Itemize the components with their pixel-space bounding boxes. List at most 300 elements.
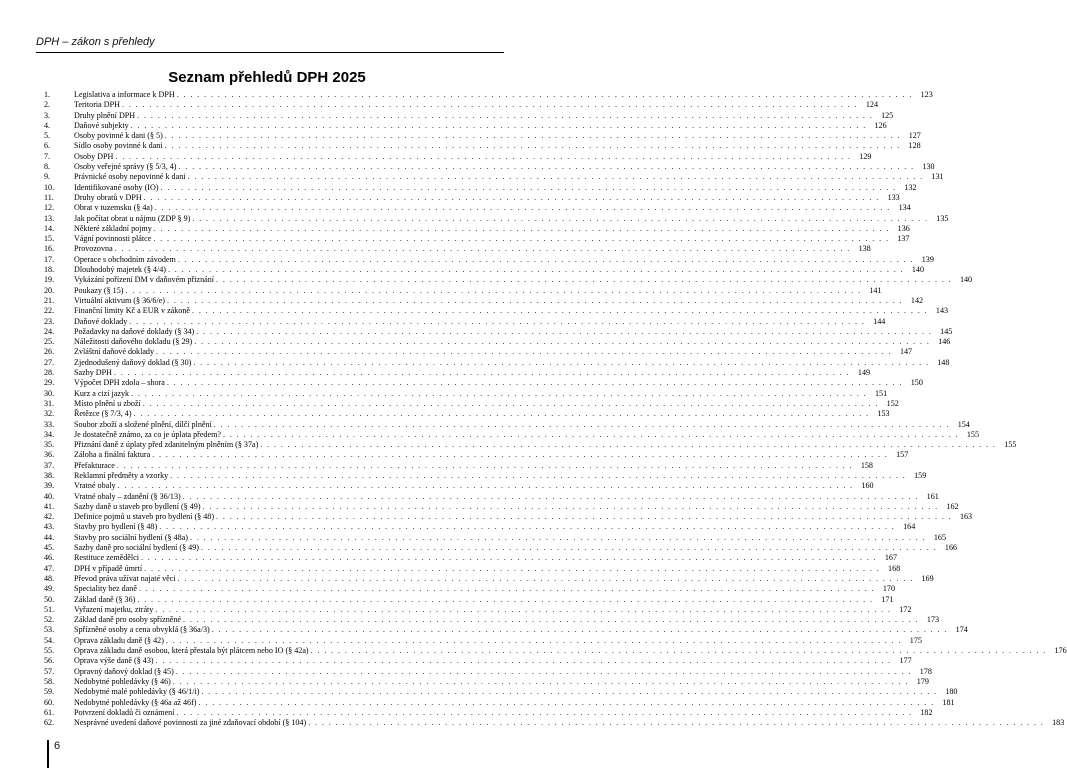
toc-entry-title: Legislativa a informace k DPH <box>74 90 175 99</box>
dot-leader <box>216 512 952 522</box>
dot-leader <box>115 152 851 162</box>
toc-entry <box>44 440 1017 450</box>
toc-entry-title: Převod práva užívat najaté věci <box>74 573 176 583</box>
toc-entry-number: 12. <box>44 203 55 213</box>
toc-entry-number: 43. <box>44 522 55 532</box>
dot-leader <box>223 430 959 440</box>
toc-entry <box>44 162 935 172</box>
toc-entry-number: 48. <box>44 573 55 583</box>
toc-entry-title: Stavby pro bydlení (§ 48) <box>74 522 158 532</box>
toc-entry <box>44 594 894 605</box>
toc-entry-number: 52. <box>44 615 55 625</box>
toc-entry <box>44 90 933 100</box>
footer-rule <box>47 740 49 768</box>
toc-entry-number: 8. <box>44 162 51 172</box>
toc-entry-title: Je dostatečně známo, za co je úplata předem? <box>74 429 221 439</box>
toc-entry-title: Řetězce (§ 7/3, 4) <box>74 409 132 419</box>
toc-entry-number: 10. <box>44 182 55 192</box>
toc-entry-title: Požadavky na daňové doklady (§ 34) <box>74 326 195 336</box>
toc-entry-page: 175 <box>909 635 922 645</box>
toc-entry-page: 150 <box>910 378 923 388</box>
dot-leader <box>141 553 877 563</box>
dot-leader <box>131 121 867 131</box>
dot-leader <box>125 286 861 296</box>
toc-entry-title: Sazby DPH <box>74 368 112 378</box>
toc-entry <box>44 347 913 357</box>
dot-leader <box>192 306 928 316</box>
dot-leader <box>203 502 939 512</box>
toc-entry-number: 46. <box>44 553 55 563</box>
toc-entry-page: 165 <box>933 532 947 542</box>
toc-entry-number: 6. <box>44 141 51 151</box>
toc-entry-title: Virtuální aktivum (§ 36/6/e) <box>74 295 165 305</box>
toc-entry-title: Restituce zemědělci <box>74 553 139 563</box>
toc-entry-page: 163 <box>959 512 973 522</box>
toc-entry-title: Místo plnění u zboží <box>74 398 141 408</box>
dot-leader <box>216 275 952 285</box>
toc-entry <box>44 563 901 574</box>
toc-entry-page: 160 <box>861 481 874 491</box>
toc-entry-number: 1. <box>44 90 51 99</box>
toc-entry <box>44 120 887 131</box>
toc-entry-number: 29. <box>44 378 55 388</box>
toc-entry-page: 143 <box>935 306 949 316</box>
toc-entry <box>44 718 1065 728</box>
toc-entry-title: Přefakturace <box>74 460 115 470</box>
toc-entry-number: 11. <box>44 192 54 202</box>
toc-entry-number: 44. <box>44 532 55 542</box>
toc-entry <box>44 337 951 347</box>
toc-entry-title: Vágní povinnosti plátce <box>74 234 152 244</box>
toc-entry-title: Přiznání daně z úplaty před zdanitelným plněním (§ 37a) <box>74 440 259 450</box>
toc-entry-page: 158 <box>860 460 873 470</box>
dot-leader <box>201 543 937 553</box>
toc-entry-page: 162 <box>946 501 959 511</box>
toc-entry-page: 173 <box>926 615 940 625</box>
toc-entry-page: 129 <box>859 151 872 161</box>
toc-entry-page: 155 <box>966 429 980 439</box>
toc-entry-number: 59. <box>44 687 55 697</box>
dot-leader <box>115 244 851 254</box>
toc-entry-page: 155 <box>1004 440 1017 450</box>
toc-entry-page: 145 <box>940 326 953 336</box>
dot-leader <box>183 492 919 502</box>
dot-leader <box>131 389 867 399</box>
toc-entry-number: 2. <box>44 100 51 110</box>
toc-entry <box>44 388 888 399</box>
dot-leader <box>144 193 880 203</box>
toc-entry-page: 144 <box>873 316 886 326</box>
toc-entry-number: 61. <box>44 707 55 717</box>
toc-entry <box>44 172 944 182</box>
dot-leader <box>165 131 901 141</box>
toc-entry-page: 183 <box>1052 718 1065 728</box>
toc-entry-page: 135 <box>936 213 949 223</box>
toc-entry-title: Náležitosti daňového dokladu (§ 29) <box>74 337 193 347</box>
toc-entry-number: 17. <box>44 254 55 264</box>
toc-entry <box>44 357 950 368</box>
toc-entry-number: 14. <box>44 223 55 233</box>
toc-entry-number: 41. <box>44 501 55 511</box>
toc-entry-title: Sídlo osoby povinné k dani <box>74 141 163 151</box>
toc-entry <box>44 110 894 121</box>
toc-entry <box>44 450 909 460</box>
toc-entry-page: 170 <box>882 584 895 594</box>
dot-leader <box>129 317 865 327</box>
toc-entry-page: 180 <box>945 687 958 697</box>
dot-leader <box>212 625 948 635</box>
toc-entry-number: 9. <box>44 172 51 182</box>
toc-entry <box>44 635 922 646</box>
toc-entry-number: 31. <box>44 398 55 408</box>
toc-entry-title: Definice pojmů u staveb pro bydlení (§ 48) <box>74 512 215 522</box>
toc-entry <box>44 131 921 141</box>
toc-entry-title: Nedobytné malé pohledávky (§ 46/1/i) <box>74 687 200 697</box>
dot-leader <box>137 595 873 605</box>
dot-leader <box>143 399 879 409</box>
toc-entry <box>44 460 873 471</box>
toc-entry <box>44 141 921 151</box>
toc-entry-title: Oprava základu daně (§ 42) <box>74 635 164 645</box>
toc-entry-number: 3. <box>44 110 51 120</box>
dot-leader <box>192 214 928 224</box>
toc-entry-page: 176 <box>1054 646 1067 656</box>
toc-entry-number: 32. <box>44 409 55 419</box>
toc-entry-number: 47. <box>44 563 55 573</box>
dot-leader <box>183 615 919 625</box>
dot-leader <box>173 677 909 687</box>
toc-entry <box>44 429 980 440</box>
toc-entry-title: Soubor zboží a složené plnění, dílčí plnění <box>74 419 212 429</box>
toc-entry-number: 26. <box>44 347 55 357</box>
toc-entry-number: 7. <box>44 151 51 161</box>
dot-leader <box>188 172 924 182</box>
toc-entry-number: 22. <box>44 306 55 316</box>
toc-entry-page: 130 <box>922 162 935 172</box>
toc-entry <box>44 265 924 275</box>
toc-entry <box>44 244 871 254</box>
toc-entry <box>44 573 934 584</box>
toc-entry-number: 53. <box>44 625 55 635</box>
toc-entry-page: 178 <box>919 666 932 676</box>
toc-entry-number: 45. <box>44 543 55 553</box>
toc-entry-page: 151 <box>874 388 888 398</box>
dot-leader <box>117 461 853 471</box>
dot-leader <box>170 471 906 481</box>
toc-entry <box>44 306 949 316</box>
dot-leader <box>156 347 892 357</box>
dot-leader <box>118 481 854 491</box>
toc-entry-page: 149 <box>857 368 871 378</box>
dot-leader <box>114 368 850 378</box>
toc-entry-title: Oprava výše daně (§ 43) <box>74 656 154 666</box>
toc-entry-number: 21. <box>44 295 55 305</box>
dot-leader <box>311 646 1047 656</box>
toc-entry-number: 23. <box>44 316 55 326</box>
toc-entry-title: Základ daně (§ 36) <box>74 594 136 604</box>
toc-entry-number: 27. <box>44 357 55 367</box>
toc-entry-number: 38. <box>44 470 55 480</box>
toc-entry-number: 58. <box>44 676 55 686</box>
toc-entry-title: Vratné obaly <box>74 481 116 491</box>
dot-leader <box>214 420 950 430</box>
toc-entry-title: Osoby DPH <box>74 151 114 161</box>
dot-leader <box>178 255 914 265</box>
toc-entry-page: 126 <box>874 120 887 130</box>
toc-entry-number: 42. <box>44 512 55 522</box>
toc-entry <box>44 615 940 625</box>
toc-entry-title: Osoby povinné k dani (§ 5) <box>74 131 163 141</box>
toc-entry-page: 157 <box>896 450 909 460</box>
toc-entry-title: Základ daně pro osoby spřízněné <box>74 615 181 625</box>
toc-entry <box>44 368 871 378</box>
toc-entry-number: 51. <box>44 604 55 614</box>
toc-entry-title: Kurz a cizí jazyk <box>74 388 130 398</box>
toc-entry <box>44 213 949 224</box>
dot-leader <box>168 265 904 275</box>
header-rule <box>36 52 504 53</box>
toc-entry-title: Nedobytné pohledávky (§ 46a až 46f) <box>74 697 197 707</box>
toc-entry <box>44 584 895 594</box>
toc-entry <box>44 676 929 687</box>
page-number: 6 <box>54 740 61 752</box>
toc-entry-title: Druhy plnění DPH <box>74 110 136 120</box>
toc-entry-title: Teritoria DPH <box>74 100 120 110</box>
toc-entry <box>44 656 912 666</box>
toc-entry-title: Některé základní pojmy <box>74 223 152 233</box>
toc-entry <box>44 295 924 306</box>
dot-leader <box>134 409 870 419</box>
toc-entry <box>44 254 934 265</box>
toc-entry-number: 36. <box>44 450 55 460</box>
toc-entry <box>44 398 899 409</box>
toc-entry <box>44 646 1067 656</box>
toc-entry <box>44 275 973 285</box>
running-header: DPH – zákon s přehledy <box>36 36 155 48</box>
toc-entry-page: 159 <box>914 470 927 480</box>
toc-entry-title: Spřízněné osoby a cena obvyklá (§ 36a/3) <box>74 625 210 635</box>
dot-leader <box>201 687 937 697</box>
toc-entry-title: Operace s obchodním závodem <box>74 254 176 264</box>
dot-leader <box>167 296 903 306</box>
toc-entry-page: 182 <box>920 707 933 717</box>
toc-entry <box>44 378 923 388</box>
toc-entry-title: Poukazy (§ 15) <box>74 285 124 295</box>
toc-entry-number: 35. <box>44 440 55 450</box>
toc-entry <box>44 543 958 553</box>
toc-entry <box>44 409 890 419</box>
toc-entry <box>44 522 916 532</box>
toc-entry-page: 139 <box>921 254 934 264</box>
dot-leader <box>260 440 996 450</box>
toc-entry <box>44 532 947 543</box>
toc-entry-page: 137 <box>897 234 910 244</box>
toc-entry-page: 146 <box>938 337 951 347</box>
toc-entry-number: 20. <box>44 285 55 295</box>
toc-entry-page: 124 <box>865 100 879 110</box>
toc-entry-number: 15. <box>44 234 55 244</box>
toc-entry-number: 55. <box>44 646 55 656</box>
toc-entry-page: 142 <box>910 295 924 305</box>
toc-entry-number: 4. <box>44 120 51 130</box>
toc-entry-title: Zvláštní daňové doklady <box>74 347 155 357</box>
toc-entry-page: 140 <box>911 265 924 275</box>
dot-leader <box>178 574 914 584</box>
toc-entry-number: 40. <box>44 491 55 501</box>
toc-entry-title: Vyřazení majetku, ztráty <box>74 604 154 614</box>
dot-leader <box>179 162 915 172</box>
dot-leader <box>153 234 889 244</box>
toc-entry-page: 172 <box>899 604 912 614</box>
toc-entry-title: Jak počítat obrat u nájmu (ZDP § 9) <box>74 213 191 223</box>
toc-entry <box>44 223 910 234</box>
toc-entry <box>44 326 953 337</box>
toc-entry-number: 50. <box>44 594 55 604</box>
dot-leader <box>144 564 880 574</box>
toc-entry <box>44 470 927 481</box>
dot-leader <box>193 358 929 368</box>
dot-leader <box>159 522 895 532</box>
toc-entry-title: Výpočet DPH zdola – shora <box>74 378 165 388</box>
dot-leader <box>161 183 897 193</box>
toc-entry <box>44 697 955 708</box>
toc-entry-number: 56. <box>44 656 55 666</box>
toc-entry-number: 60. <box>44 697 55 707</box>
toc-entry-page: 153 <box>877 409 890 419</box>
toc-list <box>44 90 1067 728</box>
toc-entry-page: 133 <box>887 192 900 202</box>
toc-entry <box>44 182 917 193</box>
dot-leader <box>139 584 875 594</box>
toc-entry-page: 134 <box>898 203 911 213</box>
toc-entry <box>44 491 939 502</box>
toc-entry-title: Dlouhodobý majetek (§ 4/4) <box>74 265 166 275</box>
toc-entry-page: 132 <box>904 182 917 192</box>
toc-entry-page: 125 <box>881 110 894 120</box>
dot-leader <box>177 90 913 100</box>
dot-leader <box>176 667 912 677</box>
toc-entry-number: 39. <box>44 481 55 491</box>
toc-entry <box>44 553 897 563</box>
dot-leader <box>155 203 891 213</box>
toc-entry-title: Finanční limity Kč a EUR v zákoně <box>74 306 190 316</box>
toc-entry <box>44 316 886 327</box>
toc-entry-page: 152 <box>886 398 899 408</box>
dot-leader <box>156 656 892 666</box>
toc-entry <box>44 625 968 635</box>
toc-entry <box>44 687 958 697</box>
toc-entry <box>44 203 911 213</box>
toc-entry-title: Identifikované osoby (IO) <box>74 182 159 192</box>
toc-entry-page: 181 <box>942 697 955 707</box>
dot-leader <box>155 605 891 615</box>
toc-entry-page: 147 <box>899 347 913 357</box>
toc-entry-title: Záloha a finální faktura <box>74 450 151 460</box>
toc-entry-number: 54. <box>44 635 55 645</box>
toc-entry-page: 140 <box>959 275 973 285</box>
toc-entry <box>44 234 910 244</box>
toc-entry-number: 37. <box>44 460 55 470</box>
toc-entry-page: 131 <box>931 172 944 182</box>
toc-entry-page: 169 <box>921 573 934 583</box>
toc-entry-title: Osoby veřejné správy (§ 5/3, 4) <box>74 162 177 172</box>
page-title: Seznam přehledů DPH 2025 <box>168 69 366 86</box>
toc-entry-title: Právnické osoby nepovinné k dani <box>74 172 186 182</box>
dot-leader <box>165 141 901 151</box>
dot-leader <box>152 450 888 460</box>
toc-entry-number: 25. <box>44 337 55 347</box>
toc-entry-title: DPH v případě úmrtí <box>74 563 143 573</box>
toc-entry <box>44 707 933 718</box>
toc-entry <box>44 285 882 296</box>
toc-entry-page: 167 <box>884 553 897 563</box>
toc-entry-title: Oprava základu daně osobou, která přestala být plátcem nebo IO (§ 42a) <box>74 646 309 656</box>
toc-entry-page: 171 <box>881 594 894 604</box>
toc-entry-number: 19. <box>44 275 55 285</box>
toc-entry-title: Druhy obratů v DPH <box>74 192 142 202</box>
dot-leader <box>308 718 1044 728</box>
toc-entry-title: Vykázání pořízení DM v daňovém přiznání <box>74 275 215 285</box>
toc-entry <box>44 100 879 110</box>
toc-entry-number: 62. <box>44 718 55 728</box>
toc-entry-title: Sazby daně u staveb pro bydlení (§ 49) <box>74 501 201 511</box>
dot-leader <box>199 698 935 708</box>
toc-entry-title: Sazby daně pro sociální bydlení (§ 49) <box>74 543 199 553</box>
toc-entry-page: 138 <box>858 244 871 254</box>
toc-entry-number: 5. <box>44 131 51 141</box>
toc-entry-page: 154 <box>957 419 970 429</box>
dot-leader <box>176 708 912 718</box>
toc-entry <box>44 604 912 615</box>
toc-entry-title: Nesprávné uvedení daňové povinnosti za jiné zdaňovací období (§ 104) <box>74 718 307 728</box>
toc-entry-number: 18. <box>44 265 55 275</box>
toc-entry-page: 141 <box>869 285 882 295</box>
toc-entry-title: Obrat v tuzemsku (§ 4a) <box>74 203 153 213</box>
toc-entry-number: 16. <box>44 244 55 254</box>
toc-entry-number: 28. <box>44 368 55 378</box>
toc-entry-title: Potvrzení dokladů či oznámení <box>74 707 175 717</box>
toc-entry-page: 177 <box>899 656 912 666</box>
toc-entry-page: 174 <box>955 625 968 635</box>
toc-entry <box>44 481 874 491</box>
toc-entry-title: Stavby pro sociální bydlení (§ 48a) <box>74 532 188 542</box>
toc-entry-page: 127 <box>908 131 921 141</box>
toc-entry <box>44 512 973 522</box>
toc-entry-title: Vratné obaly – zdanění (§ 36/13) <box>74 491 181 501</box>
toc-entry-title: Reklamní předměty a vzorky <box>74 470 169 480</box>
toc-entry-page: 166 <box>944 543 958 553</box>
dot-leader <box>154 224 890 234</box>
toc-entry-page: 179 <box>916 676 929 686</box>
toc-entry-number: 34. <box>44 429 55 439</box>
toc-entry <box>44 666 932 677</box>
toc-entry-title: Provozovna <box>74 244 113 254</box>
toc-entry-page: 164 <box>903 522 916 532</box>
toc-entry-title: Nedobytné pohledávky (§ 46) <box>74 676 171 686</box>
toc-entry-number: 57. <box>44 666 55 676</box>
toc-entry-title: Speciality bez daně <box>74 584 137 594</box>
dot-leader <box>190 533 926 543</box>
dot-leader <box>166 636 902 646</box>
toc-entry-number: 24. <box>44 326 55 336</box>
toc-entry <box>44 419 970 430</box>
toc-entry-title: Opravný daňový doklad (§ 45) <box>74 666 174 676</box>
toc-entry-page: 168 <box>888 563 901 573</box>
toc-entry-title: Daňové doklady <box>74 316 128 326</box>
toc-entry-page: 128 <box>908 141 921 151</box>
toc-entry-number: 13. <box>44 213 55 223</box>
dot-leader <box>196 327 932 337</box>
